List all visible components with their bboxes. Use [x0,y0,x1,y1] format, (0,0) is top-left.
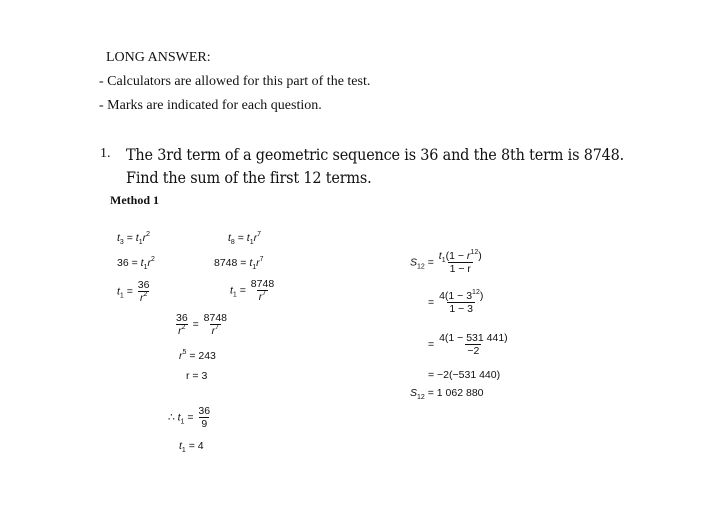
instruction-calculators: - Calculators are allowed for this part of the test. [99,74,371,89]
question-line-1: The 3rd term of a geometric sequence is 36 and the 8th term is 8748. [126,146,625,164]
eq-sum-step1: = $\frac{4(1 - 3^{12})}{1 - 3}$ [428,289,484,315]
question-line-2: Find the sum of the first 12 terms. [126,169,372,187]
eq-r5: $r^5 = 243$ [179,349,216,362]
eq-t3: $t_3 = t_1r^2$ [117,231,151,246]
eq-r: r = 3 [186,370,208,382]
eq-t3-sub: $36 = t_1r^2$ [117,256,155,271]
instruction-marks: - Marks are indicated for each question. [99,98,322,113]
question-number: 1. [100,146,111,161]
eq-t8-sub: $8748 = t_1r^7$ [214,256,264,271]
eq-sum-step3: = −2(−531 440) [428,369,501,381]
eq-t1-left: $t_1$ = $\frac{36}{r^2}$ [117,279,150,304]
section-title: LONG ANSWER: [106,50,211,65]
eq-t1-value: ∴ $t_1$ = $\frac{36}{9}$ [168,405,211,430]
eq-t8: $t_8 = t_1r^7$ [228,231,262,246]
eq-t1-result: $t_1 = 4$ [179,440,204,454]
eq-sum-step2: = $\frac{4(1 - 531 441)}{-2}$ [428,332,508,357]
eq-sum-result: $S_{12} = 1$ 062 880 [410,387,484,401]
method-label: Method 1 [110,193,159,207]
eq-sum-formula: $S_{12}$ = $\frac{t_1(1 - r^{12})}{1 - r}$ [410,249,482,275]
eq-equate: $\frac{36}{r^2}$ = $\frac{8748}{r^7}$ [176,312,228,337]
eq-t1-right: $t_1$ = $\frac{8748}{r^7}$ [230,278,275,303]
